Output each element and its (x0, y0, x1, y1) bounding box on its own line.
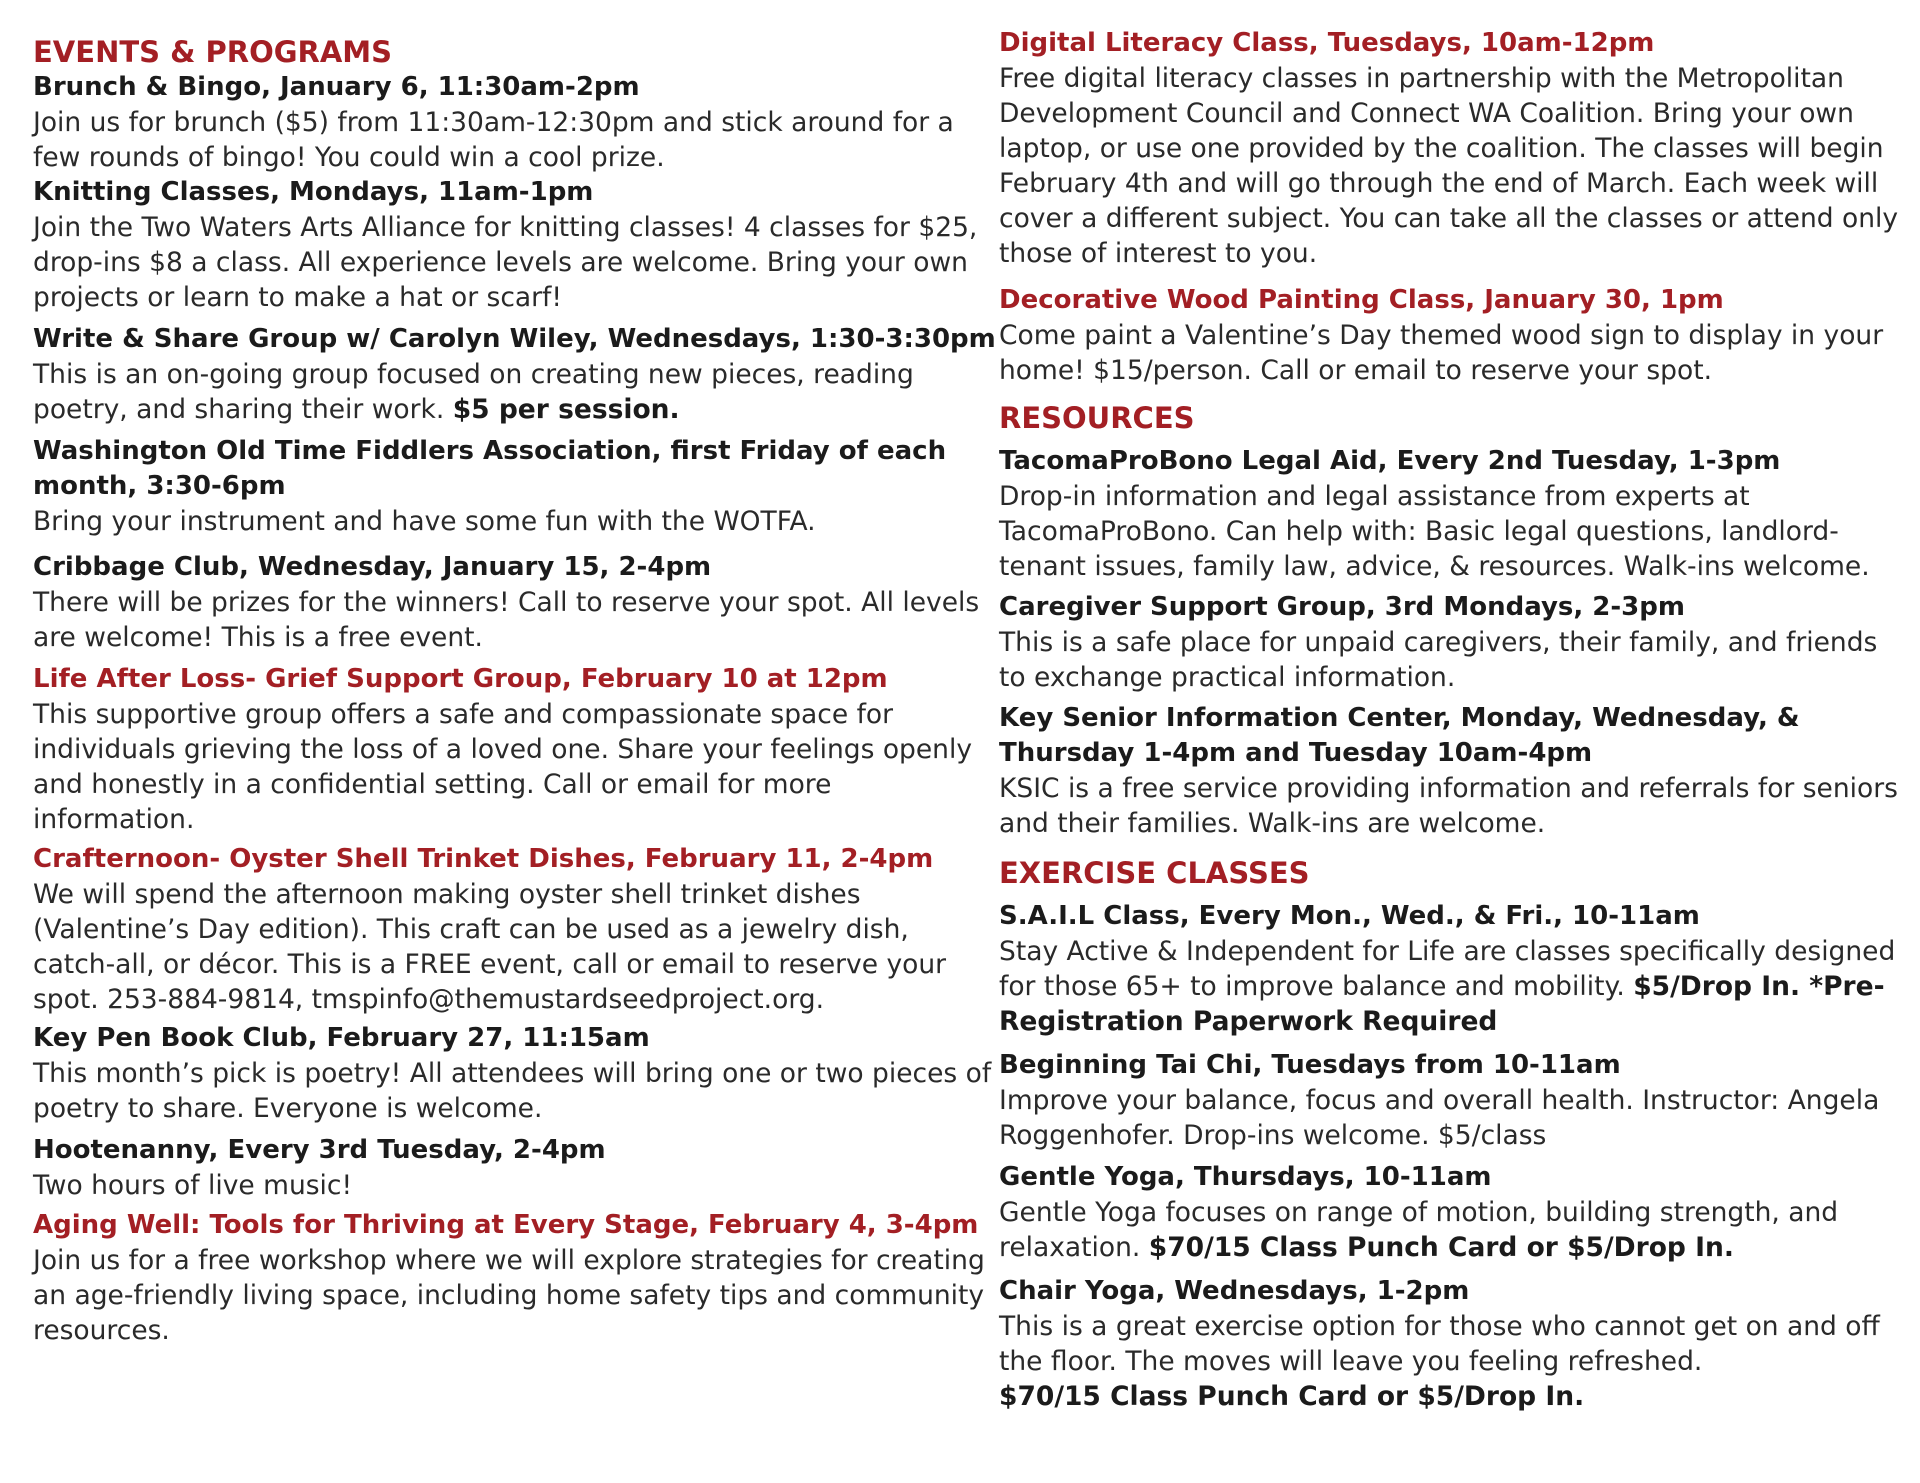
exercise-price: $70/15 Class Punch Card or $5/Drop In. (1148, 1232, 1734, 1263)
event-title: Aging Well: Tools for Thriving at Every Stage, February 4, 3-4pm (33, 1210, 979, 1240)
event-title: Life After Loss- Grief Support Group, February 10 at 12pm (33, 664, 888, 694)
event-brunch-bingo (33, 70, 999, 175)
event-book-club (33, 1021, 999, 1126)
exercise-description (999, 1309, 1899, 1414)
event-title: Hootenanny, Every 3rd Tuesday, 2-4pm (33, 1135, 606, 1165)
event-price: $5 per session. (452, 394, 680, 425)
resource-description: Drop-in information and legal assistance from experts at TacomaProBono. Can help with: Basic legal questions, landlord-tenant issues, family law, advice, & resources. Walk-ins welcome. (999, 481, 1870, 582)
event-cribbage-club (33, 550, 999, 655)
event-title: Write & Share Group w/ Carolyn Wiley, Wednesdays, 1:30-3:30pm (33, 324, 996, 354)
event-digital-literacy (999, 26, 1899, 271)
event-description: Join us for brunch ($5) from 11:30am-12:30pm and stick around for a few rounds of bingo! You could win a cool prize. (33, 107, 954, 173)
exercise-description: Improve your balance, focus and overall health. Instructor: Angela Roggenhofer. Drop-ins welcome. $5/class (999, 1085, 1880, 1151)
exercise-description (999, 1195, 1899, 1265)
event-title: Key Pen Book Club, February 27, 11:15am (33, 1023, 650, 1053)
resource-caregiver-support (999, 590, 1899, 695)
exercise-tai-chi (999, 1048, 1899, 1153)
event-description: Come paint a Valentine’s Day themed wood sign to display in your home! $15/person. Call or email to reserve your spot. (999, 320, 1884, 386)
exercise-sail-class (999, 899, 1899, 1039)
event-description-text: This is an on-going group focused on creating new pieces, reading poetry, and sharing their work. (33, 359, 914, 425)
exercise-chair-yoga (999, 1274, 1899, 1414)
event-description: There will be prizes for the winners! Call to reserve your spot. All levels are welcome! This is a free event. (33, 587, 980, 653)
resource-legal-aid (999, 444, 1899, 584)
exercise-description-text: Gentle Yoga focuses on range of motion, building strength, and relaxation. (999, 1197, 1839, 1263)
event-title: Decorative Wood Painting Class, January 30, 1pm (999, 285, 1724, 315)
event-description: Join us for a free workshop where we will explore strategies for creating an age-friendly living space, including home safety tips and community resources. (33, 1245, 985, 1346)
event-description: This month’s pick is poetry! All attendees will bring one or two pieces of poetry to share. Everyone is welcome. (33, 1058, 992, 1124)
event-description: Join the Two Waters Arts Alliance for knitting classes! 4 classes for $25, drop-ins $8 a class. All experience levels are welcome. Bring your own projects or learn to make a hat or scarf! (33, 212, 978, 313)
resource-title: Caregiver Support Group, 3rd Mondays, 2-3pm (999, 592, 1685, 622)
resource-description: This is a safe place for unpaid caregivers, their family, and friends to exchange practical information. (999, 627, 1878, 693)
event-title: Crafternoon- Oyster Shell Trinket Dishes, February 11, 2-4pm (33, 844, 934, 874)
event-title: Washington Old Time Fiddlers Association, first Friday of each month, 3:30-6pm (33, 436, 947, 501)
event-title: Digital Literacy Class, Tuesdays, 10am-12pm (999, 28, 1655, 58)
event-title: Cribbage Club, Wednesday, January 15, 2-4pm (33, 552, 712, 582)
event-wood-painting (999, 283, 1899, 388)
event-description: This supportive group offers a safe and compassionate space for individuals grieving the loss of a loved one. Share your feelings openly and honestly in a confidential setting. Call or email for more information. (33, 699, 973, 835)
event-hootenanny (33, 1133, 999, 1203)
event-knitting-classes (33, 175, 999, 315)
exercise-title: S.A.I.L Class, Every Mon., Wed., & Fri., 10-11am (999, 901, 1700, 931)
resources-heading: RESOURCES (999, 401, 1195, 435)
event-title: Brunch & Bingo, January 6, 11:30am-2pm (33, 72, 640, 102)
exercise-price: $5/Drop In. *Pre-Registration Paperwork Required (999, 971, 1885, 1037)
event-title: Knitting Classes, Mondays, 11am-1pm (33, 177, 594, 207)
exercise-classes-heading: EXERCISE CLASSES (999, 856, 1310, 890)
event-aging-well (33, 1208, 999, 1348)
exercise-title: Gentle Yoga, Thursdays, 10-11am (999, 1162, 1492, 1192)
event-description: We will spend the afternoon making oyster shell trinket dishes (Valentine’s Day edition). This craft can be used as a jewelry dish, catch-all, or décor. This is a FREE event, call or email to reserve your spot. 253-884-9814, tmspinfo@themustardseedproject.org. (33, 879, 947, 1015)
event-write-share-group (33, 322, 999, 427)
right-column (999, 26, 1899, 1483)
event-grief-support-group (33, 662, 999, 837)
events-programs-heading: EVENTS & PROGRAMS (33, 35, 393, 69)
resource-title: TacomaProBono Legal Aid, Every 2nd Tuesday, 1-3pm (999, 446, 1781, 476)
event-description: Free digital literacy classes in partnership with the Metropolitan Development Council and Connect WA Coalition. Bring your own laptop, or use one provided by the coalition. The classes will begin February 4th and will go through the end of March. Each week will cover a different subject. You can take all the classes or attend only those of interest to you. (999, 63, 1899, 269)
resource-description: KSIC is a free service providing information and referrals for seniors and their families. Walk-ins are welcome. (999, 773, 1898, 839)
exercise-price: $70/15 Class Punch Card or $5/Drop In. (999, 1381, 1585, 1412)
resource-title: Key Senior Information Center, Monday, Wednesday, & Thursday 1-4pm and Tuesday 10am-4pm (999, 703, 1800, 768)
exercise-description-text: Stay Active & Independent for Life are classes specifically designed for those 65+ to improve balance and mobility. (999, 936, 1896, 1002)
event-description: Bring your instrument and have some fun with the WOTFA. (33, 506, 816, 537)
resource-ksic (999, 701, 1899, 841)
exercise-title: Chair Yoga, Wednesdays, 1-2pm (999, 1276, 1470, 1306)
event-description (33, 357, 999, 427)
exercise-description-text: This is a great exercise option for those who cannot get on and off the floor. The moves will leave you feeling refreshed. (999, 1311, 1880, 1377)
exercise-gentle-yoga (999, 1160, 1899, 1265)
exercise-description (999, 934, 1899, 1039)
left-column (33, 26, 999, 1483)
event-crafternoon (33, 842, 999, 1017)
event-fiddlers-association (33, 434, 999, 539)
event-description: Two hours of live music! (33, 1170, 353, 1201)
exercise-title: Beginning Tai Chi, Tuesdays from 10-11am (999, 1050, 1621, 1080)
